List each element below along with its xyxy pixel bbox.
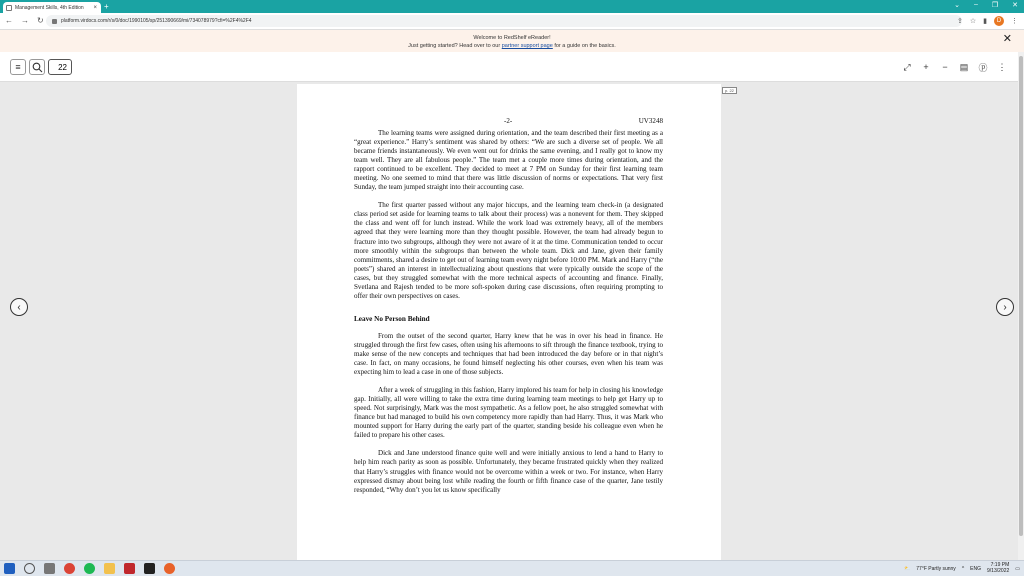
- url-field[interactable]: [46, 15, 962, 27]
- banner-close-button[interactable]: ✕: [1002, 33, 1012, 45]
- profile-avatar[interactable]: D: [994, 16, 1004, 26]
- chevron-left-icon: ‹: [17, 301, 21, 313]
- zoom-in-icon[interactable]: +: [918, 59, 934, 75]
- paragraph: After a week of struggling in this fashion, Harry implored his team for help in closing his knowledge gap. Initially, all were willing to take the extra time during learning team meetings to help get Harry up to speed. Not surprisingly, Mark was the most sympathetic. As a fellow poet, he also struggled somewhat with finance but had managed to build his own competency more rapidly than had Harry. Thus, it was Mark who mounted support for Harry during the early part of the quarter, standing beside his colleague even when he failed to prepare his other cases.: [354, 386, 663, 440]
- nav-buttons: [5, 16, 44, 25]
- language-indicator[interactable]: ENG: [970, 565, 982, 572]
- browser-tab[interactable]: [3, 2, 101, 13]
- page-number-input[interactable]: [48, 59, 72, 75]
- section-heading: Leave No Person Behind: [354, 314, 430, 323]
- address-bar-actions: [957, 16, 1018, 26]
- paragraph: From the outset of the second quarter, Harry knew that he was in over his head in finance. He struggled through the first few cases, often using his afternoons to sift through the finance textbook, trying to make sense of the new concepts and techniques that had been introduced the day before or in that night’s case. In fact, on many occasions, he found himself neglecting his other courses, even when his team was expecting him to lead a case in one of those subjects.: [354, 331, 663, 377]
- app-dark-icon[interactable]: [144, 563, 155, 574]
- notification-icon[interactable]: ▭: [1015, 565, 1020, 572]
- document-code: UV3248: [638, 117, 663, 125]
- document-body: [354, 117, 663, 504]
- page-header: [354, 117, 663, 129]
- chrome-icon[interactable]: [64, 563, 75, 574]
- tray-chevron-icon[interactable]: ^: [961, 565, 965, 572]
- next-page-button[interactable]: [996, 298, 1014, 316]
- scrollbar[interactable]: [1018, 52, 1024, 560]
- paragraph: Dick and Jane understood finance quite well and were initially anxious to lend a hand to Harry to help him reach parity as soon as possible. Unfortunately, they became frustrated quickly when they realized that Harry’s struggles with finance would not be overcome within a week or two. For instance, when Harry expressed dismay about being lost while reading the fourth or fifth finance case of the quarter, Jane testily responded, “Why don’t you let us know specifically: [354, 449, 663, 494]
- window-controls: [954, 1, 1018, 9]
- page-favicon-icon: [6, 5, 12, 11]
- page-badge: p. 22: [722, 87, 737, 94]
- restore-button[interactable]: ❐: [991, 2, 999, 9]
- close-window-button[interactable]: ✕: [1012, 2, 1018, 9]
- start-windows-icon[interactable]: [4, 563, 15, 574]
- page-label: -2-: [504, 117, 513, 125]
- chrome-active-icon[interactable]: [164, 563, 175, 574]
- share-icon[interactable]: ⇪: [956, 18, 963, 25]
- banner-subtitle: Just getting started? Head over to our partner support page for a guide on the basics.: [408, 43, 616, 49]
- paragraph: The first quarter passed without any major hiccups, and the learning team check-in (a designated class period set aside for learning teams to talk about their process) was a nonevent for them. They skipped the class and went off for lunch instead. While the work load was extremely heavy, all of the members agreed that they were learning more than they thought possible. However, the team had already begun to fracture into two subgroups, although they were not aware of it at the time. Communication tended to occur more smoothly within the subgroups than between the whole team. Dick and Jane, given their family commitments, shared a desire to get out of learning team every night before 10:00 PM. Mark and Harry (“the poets”) shared an interest in intellectualizing about questions that were typically outside the scope of the cases, but they struggled somewhat with the more technical aspects of accounting and finance. Finally, Svetlana and Rajesh tended to be more soft-spoken during case discussions, often requiring prompting to offer their own perspectives on cases.: [354, 201, 663, 300]
- welcome-banner: [0, 30, 1024, 52]
- chevron-right-icon: ›: [1003, 301, 1007, 313]
- toolbar-left: [10, 59, 72, 75]
- previous-page-button[interactable]: [10, 298, 28, 316]
- toolbar-right: [899, 59, 1010, 75]
- tab-title: Management Skills, 4th Edition: [15, 4, 84, 11]
- paragraph: The learning teams were assigned during orientation, and the team described their first meeting as a “great experience.” Harry’s sentiment was shared by others: “We are such a diverse set of people. We all became friends instantaneously. We even went out for drinks the same evening, and I really got to know my team well. They are all fabulous people.” The team met a couple more times during orientation, and the rapport continued to be excellent. They decided to meet at 7 PM on Sunday for their first learning team meeting. No one seemed to mind that there was little discussion of norms or expectations. That very first Sunday, the team jumped straight into their accounting case.: [354, 129, 663, 192]
- fullscreen-icon[interactable]: ⤢: [899, 59, 915, 75]
- search-taskbar-icon[interactable]: [24, 563, 35, 574]
- address-bar-row: [0, 13, 1024, 30]
- partner-support-link[interactable]: partner support page: [501, 43, 553, 49]
- browser-tab-bar: [0, 0, 1024, 13]
- clock[interactable]: 7:19 PM 9/13/2022: [987, 562, 1010, 574]
- back-arrow-icon[interactable]: ←: [5, 16, 13, 25]
- tab-search-button[interactable]: ⌄: [954, 2, 960, 9]
- banner-title: Welcome to RedShelf eReader!: [473, 35, 551, 41]
- menu-kebab-icon[interactable]: ⋮: [1011, 18, 1018, 25]
- forward-arrow-icon[interactable]: →: [21, 16, 29, 25]
- text-settings-icon[interactable]: ▤: [956, 59, 972, 75]
- windows-taskbar: [0, 560, 1024, 576]
- taskbar-apps: [4, 563, 175, 574]
- url-text: platform.virdocs.com/r/s/0/doc/1990105/sp/251390669/mi/734078979?cfi=%2F4%2F4: [61, 18, 252, 24]
- bookmark-star-icon[interactable]: ☆: [969, 18, 977, 25]
- lock-icon: [52, 19, 57, 24]
- sidebar-icon[interactable]: ▮: [983, 18, 987, 25]
- document-page: [297, 84, 721, 560]
- spotify-icon[interactable]: [84, 563, 95, 574]
- minimize-button[interactable]: –: [973, 1, 978, 8]
- reload-icon[interactable]: ↻: [37, 16, 44, 25]
- system-tray: [904, 563, 1020, 574]
- search-icon[interactable]: [29, 59, 45, 75]
- tab-close-button[interactable]: ×: [93, 4, 97, 11]
- zoom-out-icon[interactable]: −: [937, 59, 953, 75]
- app-red-icon[interactable]: [124, 563, 135, 574]
- file-explorer-icon[interactable]: [104, 563, 115, 574]
- play-audio-icon[interactable]: ⓟ: [975, 59, 991, 75]
- more-options-icon[interactable]: ⋮: [994, 59, 1010, 75]
- new-tab-button[interactable]: +: [104, 2, 109, 11]
- weather-text[interactable]: 77°F Partly sunny: [916, 565, 956, 572]
- reader-toolbar: [0, 52, 1018, 82]
- scrollbar-thumb[interactable]: [1019, 56, 1023, 536]
- task-view-icon[interactable]: [44, 563, 55, 574]
- weather-icon[interactable]: ⛅: [904, 565, 911, 572]
- menu-icon[interactable]: ≡: [10, 59, 26, 75]
